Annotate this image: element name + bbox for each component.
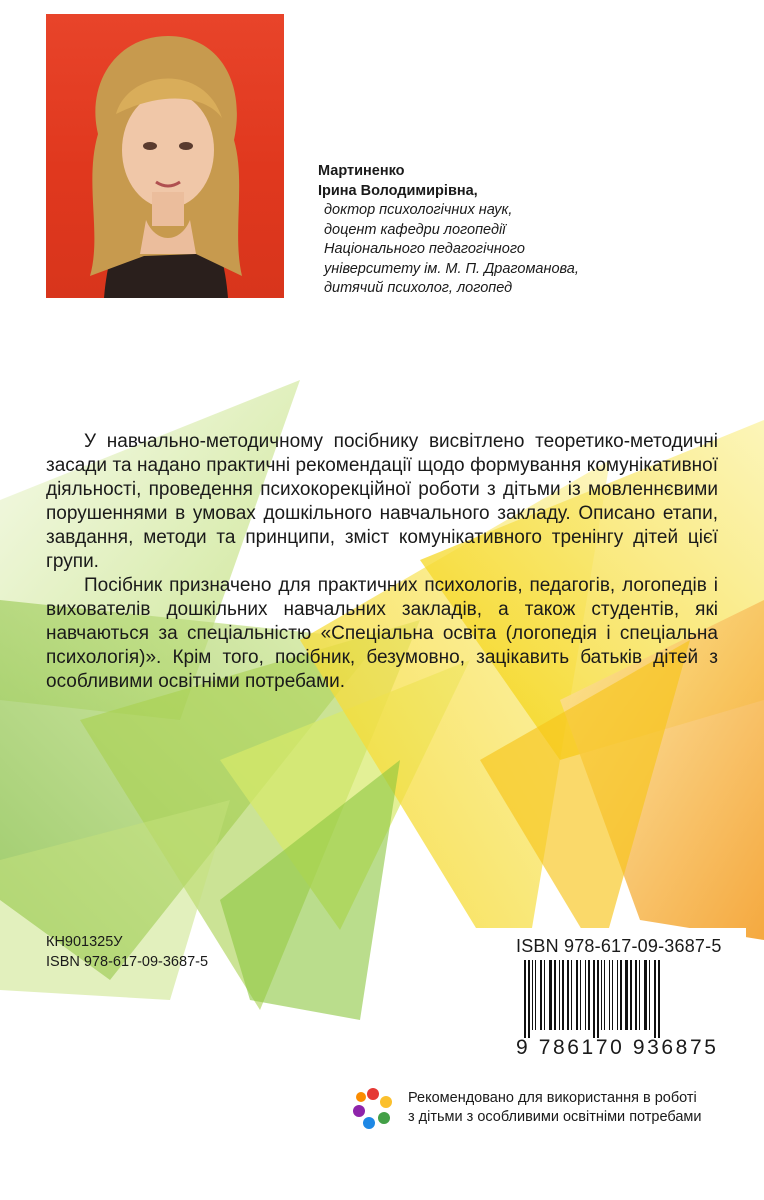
barcode-digits: 9 786170 936875 xyxy=(516,1036,719,1059)
hands-logo-icon xyxy=(350,1085,396,1131)
author-role-degree: доктор психологічних наук, xyxy=(324,202,513,218)
barcode-bar xyxy=(580,960,581,1030)
barcode-bar xyxy=(532,960,533,1030)
barcode-bar xyxy=(649,960,650,1030)
barcode-bar xyxy=(554,960,556,1030)
barcode-bar xyxy=(635,960,637,1030)
barcode-bar xyxy=(585,960,586,1030)
barcode-bar xyxy=(604,960,605,1030)
barcode-bar xyxy=(576,960,578,1030)
barcode-bar xyxy=(609,960,610,1030)
author-info xyxy=(318,162,579,299)
barcode-bar xyxy=(630,960,632,1030)
author-given-names: Ірина Володимирівна, xyxy=(318,182,478,199)
recommendation-line-2: з дітьми з особливими освітніми потребами xyxy=(408,1109,702,1125)
barcode-isbn-label: ISBN 978-617-09-3687-5 xyxy=(516,936,722,956)
barcode-bar xyxy=(567,960,569,1030)
author-portrait-image xyxy=(46,14,284,298)
catalog-codes xyxy=(46,932,208,972)
barcode-bar xyxy=(571,960,572,1030)
barcode-bar xyxy=(654,960,656,1038)
author-role-university-name: університету ім. М. П. Драгоманова, xyxy=(324,260,579,277)
recommendation-line-1: Рекомендовано для використання в роботі xyxy=(408,1090,697,1106)
barcode-bar xyxy=(524,960,526,1038)
barcode-bar xyxy=(620,960,622,1030)
barcode-bar xyxy=(612,960,613,1030)
barcode-bar xyxy=(601,960,602,1030)
barcode-bar xyxy=(617,960,618,1030)
barcode-bar xyxy=(658,960,660,1038)
book-description xyxy=(46,430,718,694)
author-role-position: доцент кафедри логопедії xyxy=(324,221,506,238)
barcode-bar xyxy=(593,960,595,1038)
barcode-bar xyxy=(644,960,647,1030)
barcode-bar xyxy=(597,960,599,1038)
barcode-bar xyxy=(639,960,640,1030)
recommendation-block xyxy=(350,1085,702,1131)
barcode-bar xyxy=(588,960,590,1030)
catalog-code: КН901325У xyxy=(46,934,123,950)
barcode-bar xyxy=(540,960,542,1030)
author-photo xyxy=(46,14,284,298)
description-paragraph-1: У навчально-методичному посібнику висвітлено теоретико-методичні засади та надано практичні рекомендації щодо формування комунікативної діяльності, проведення психокорекційної роботи з дітьми із мовленнєвими порушеннями в умовах дошкільного навчального закладу. Описано етапи, завдання, методи та принципи, зміст комунікативного тренінгу дітей цієї групи. xyxy=(46,431,718,572)
barcode-bar xyxy=(544,960,545,1030)
barcode-bar xyxy=(528,960,530,1038)
barcode-bars xyxy=(522,960,732,1038)
author-role-university: Національного педагогічного xyxy=(324,241,525,257)
barcode-bar xyxy=(549,960,552,1030)
barcode-block xyxy=(406,928,746,1066)
author-surname: Мартиненко xyxy=(318,163,405,179)
author-role-profession: дитячий психолог, логопед xyxy=(324,280,513,296)
barcode-bar xyxy=(559,960,560,1030)
barcode-bar xyxy=(625,960,628,1030)
description-paragraph-2: Посібник призначено для практичних психологів, педагогів, логопедів і вихователів дошкільних навчальних закладів, а також студентів, які навчаються за спеціальністю «Спеціальна освіта (логопедія і спеціальна психологія)». Крім того, посібник, безумовно, зацікавить батьків дітей з особливими освітніми потребами. xyxy=(46,575,718,692)
barcode-bar xyxy=(535,960,536,1030)
barcode-bar xyxy=(562,960,564,1030)
isbn-code: ISBN 978-617-09-3687-5 xyxy=(46,954,209,970)
